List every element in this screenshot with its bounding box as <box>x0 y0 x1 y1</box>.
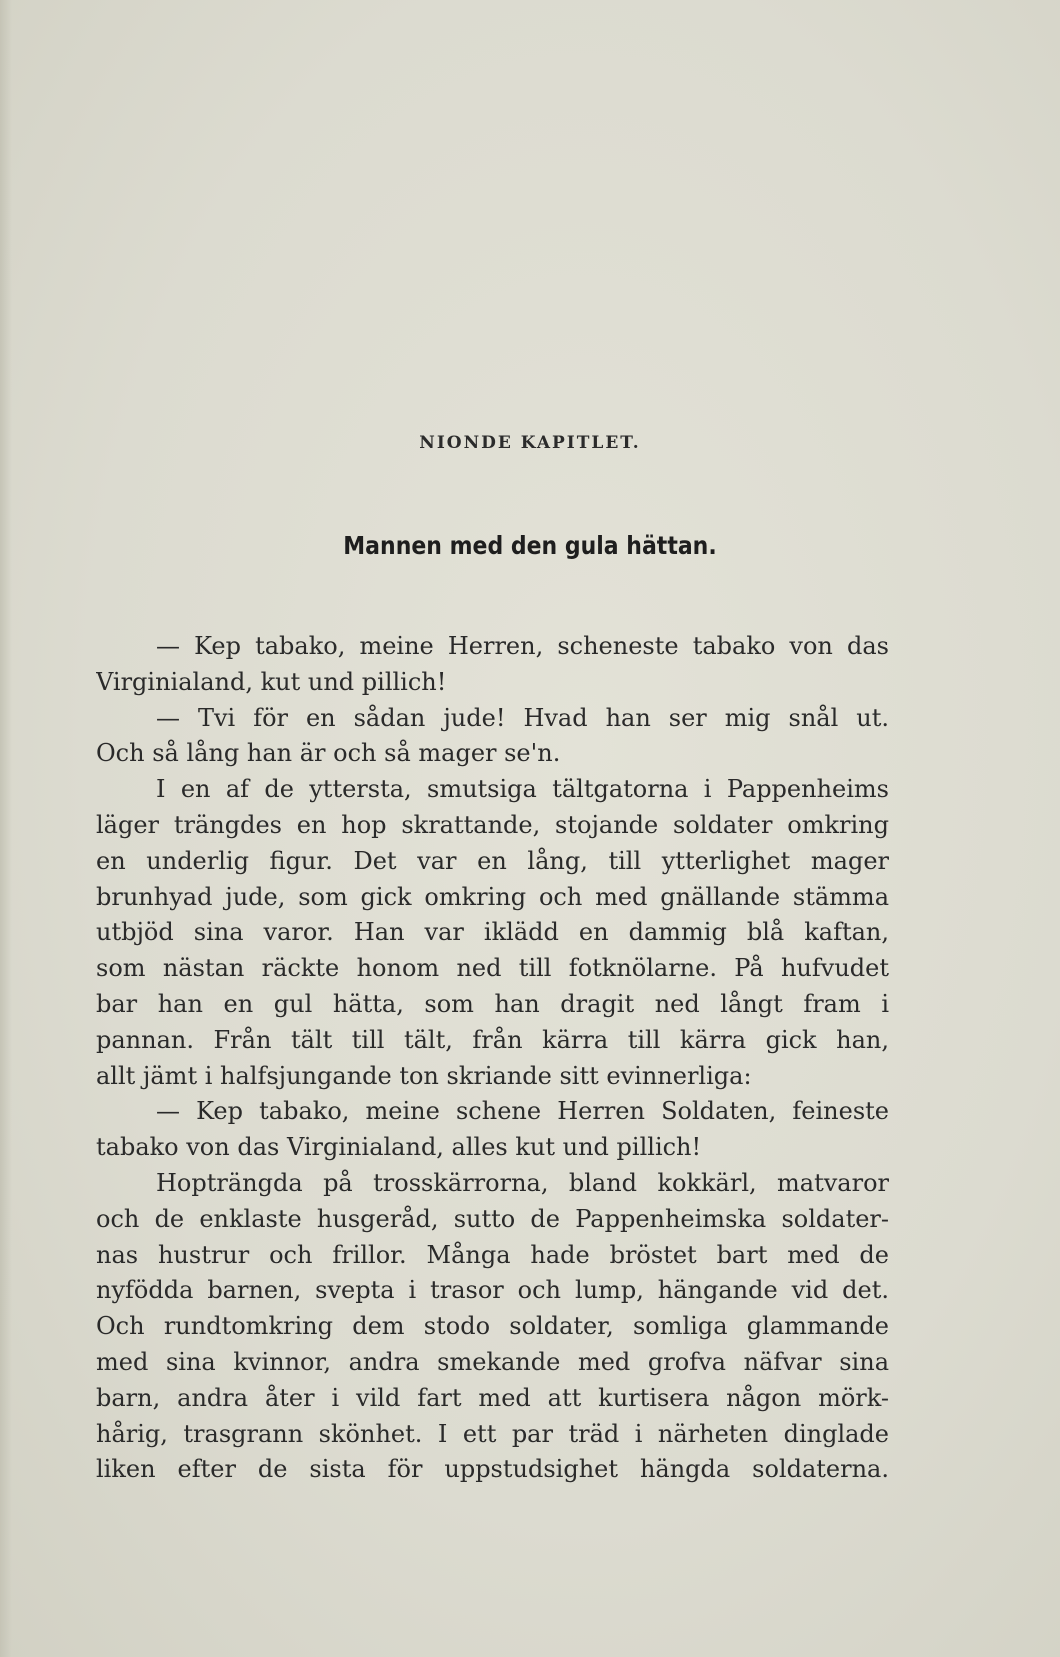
text-line: liken efter de sista för uppstudsighet hängda soldaterna. <box>96 1455 889 1484</box>
text-line: en underlig figur. Det var en lång, till ytterlighet mager <box>96 846 889 875</box>
text-line: bar han en gul hätta, som han dragit ned långt fram i <box>96 989 889 1018</box>
text-line: Virginialand, kut und pillich! <box>96 667 447 696</box>
text-line: nyfödda barnen, svepta i trasor och lump, hängande vid det. <box>96 1276 889 1305</box>
text-line: Och så lång han är och så mager se'n. <box>96 739 561 768</box>
text-line: hårig, trasgrann skönhet. I ett par träd i närheten dinglade <box>96 1419 889 1448</box>
text-line: barn, andra åter i vild fart med att kurtisera någon mörk- <box>96 1383 889 1412</box>
chapter-heading: NIONDE KAPITLET. <box>419 433 641 453</box>
text-line: utbjöd sina varor. Han var iklädd en dammig blå kaftan, <box>96 918 889 947</box>
text-line: som nästan räckte honom ned till fotknölarne. På hufvudet <box>96 954 889 983</box>
body-text <box>96 629 889 1488</box>
page-edge-shadow <box>0 0 12 1657</box>
text-line: — Kep tabako, meine schene Herren Soldaten, feineste <box>156 1097 889 1126</box>
text-line: — Kep tabako, meine Herren, scheneste tabako von das <box>156 632 889 660</box>
text-line: brunhyad jude, som gick omkring och med gnällande stämma <box>96 882 889 911</box>
text-line: pannan. Från tält till tält, från kärra till kärra gick han, <box>96 1025 889 1054</box>
text-line: Och rundtomkring dem stodo soldater, somliga glammande <box>96 1312 889 1341</box>
text-line: tabako von das Virginialand, alles kut und pillich! <box>96 1133 702 1162</box>
text-line: med sina kvinnor, andra smekande med grofva näfvar sina <box>96 1347 889 1376</box>
text-line: I en af de yttersta, smutsiga tältgatorna i Pappenheims <box>156 775 889 804</box>
text-line: — Tvi för en sådan jude! Hvad han ser mig snål ut. <box>156 703 889 732</box>
text-line: Hopträngda på trosskärrorna, bland kokkärl, matvaror <box>156 1168 889 1197</box>
text-line: och de enklaste husgeråd, sutto de Pappenheimska soldater- <box>96 1204 889 1233</box>
text-line: allt jämt i halfsjungande ton skriande sitt evinnerliga: <box>96 1061 752 1090</box>
chapter-title: Mannen med den gula hättan. <box>343 531 717 560</box>
text-line: läger trängdes en hop skrattande, stojande soldater omkring <box>96 810 889 839</box>
text-line: nas hustrur och frillor. Många hade bröstet bart med de <box>96 1240 889 1269</box>
